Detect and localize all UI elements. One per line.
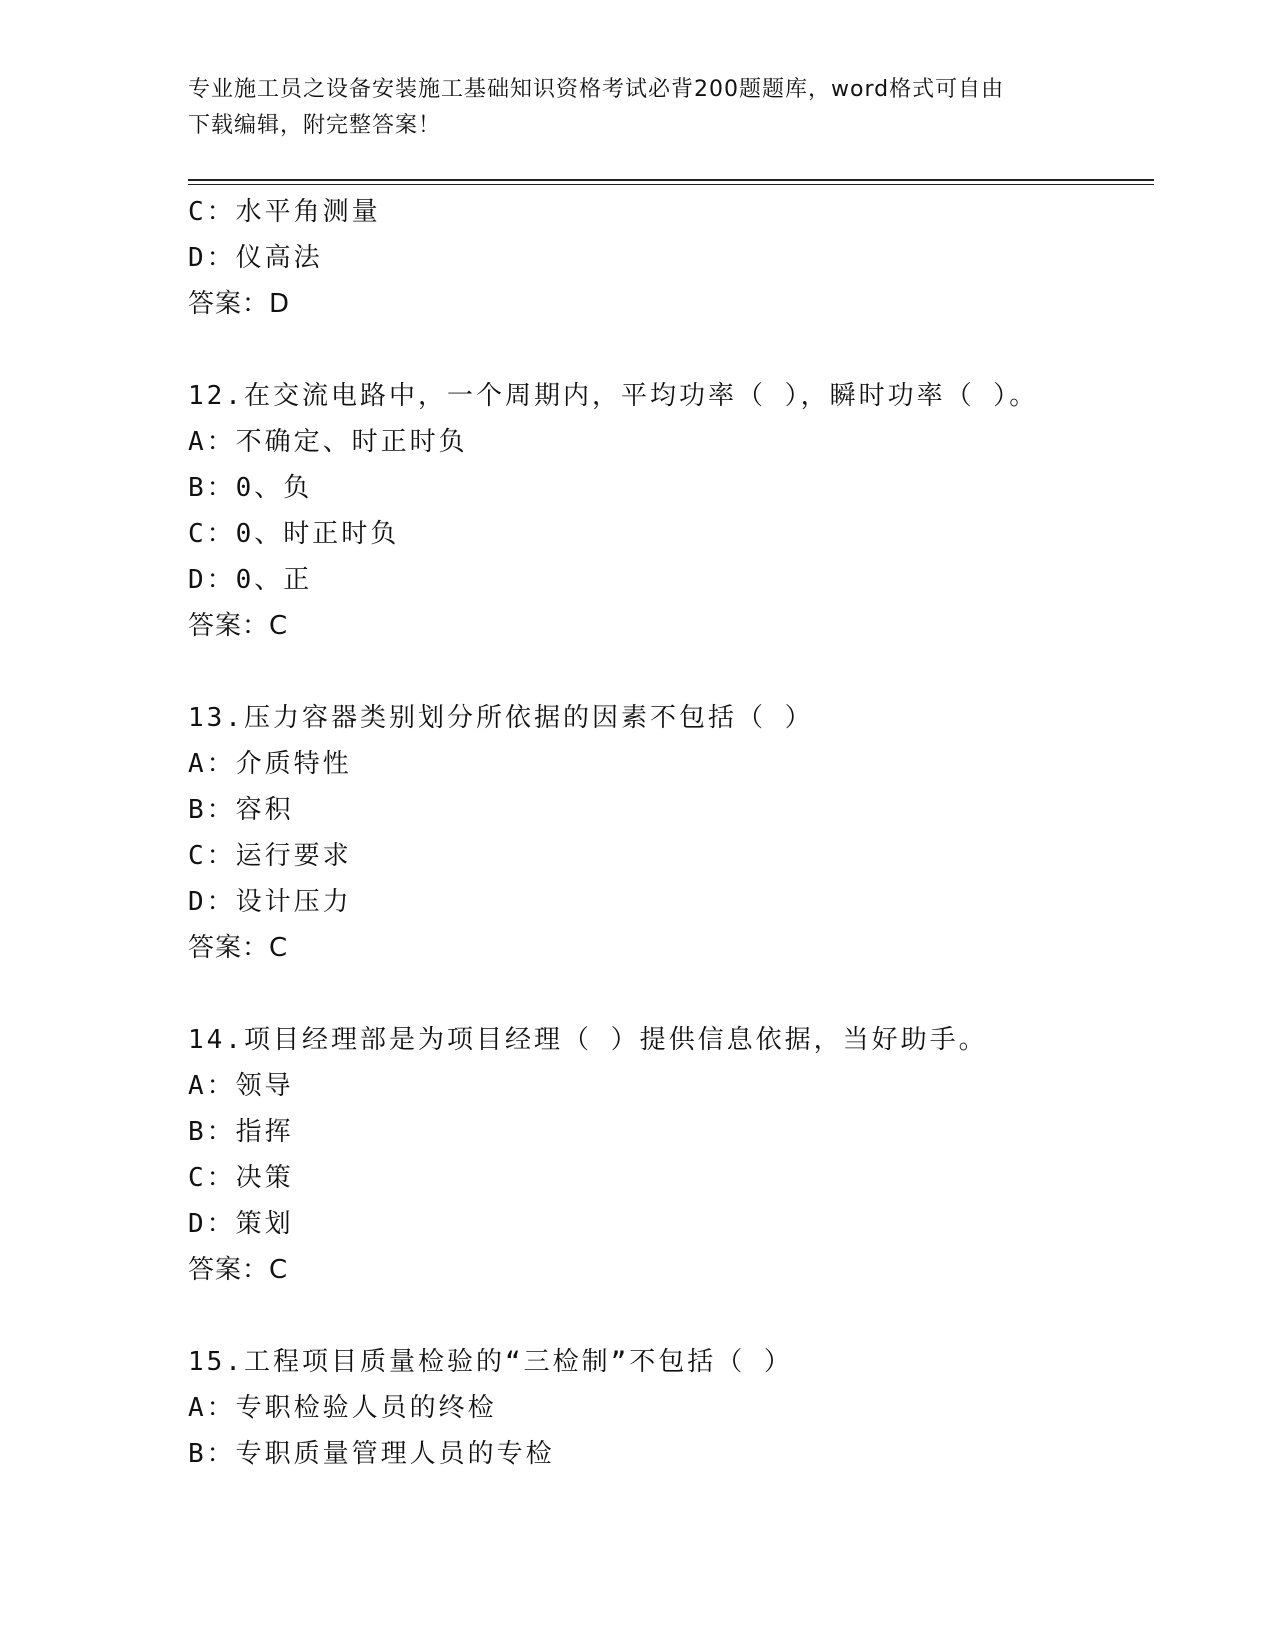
- spacer: [188, 1293, 1148, 1339]
- document-header: [188, 72, 1068, 144]
- option-d: D：0、正: [188, 565, 313, 595]
- question-12: [188, 373, 1148, 649]
- question-15: [188, 1339, 1148, 1477]
- spacer: [188, 649, 1148, 695]
- question-content: [188, 189, 1148, 1477]
- option-b: B：专职质量管理人员的专检: [188, 1439, 555, 1469]
- question-13: [188, 695, 1148, 971]
- answer: 答案：C: [188, 611, 289, 641]
- spacer: [188, 327, 1148, 373]
- option-b: B：指挥: [188, 1117, 294, 1147]
- option-c: C：水平角测量: [188, 197, 381, 227]
- answer: 答案：D: [188, 289, 291, 319]
- question-stem: 13.压力容器类别划分所依据的因素不包括（ ）: [188, 703, 814, 733]
- option-d: D：仪高法: [188, 243, 323, 273]
- option-c: C：决策: [188, 1163, 294, 1193]
- question-14: [188, 1017, 1148, 1293]
- option-a: A：不确定、时正时负: [188, 427, 468, 457]
- question-stem: 14.项目经理部是为项目经理（ ）提供信息依据，当好助手。: [188, 1025, 988, 1055]
- option-a: A：专职检验人员的终检: [188, 1393, 497, 1423]
- option-b: B：0、负: [188, 473, 313, 503]
- option-b: B：容积: [188, 795, 294, 825]
- question-stem: 15.工程项目质量检验的“三检制”不包括（ ）: [188, 1347, 793, 1377]
- header-rule-thick: [188, 179, 1154, 181]
- answer: 答案：C: [188, 933, 289, 963]
- header-line-2: 下载编辑，附完整答案！: [188, 113, 442, 138]
- spacer: [188, 971, 1148, 1017]
- answer: 答案：C: [188, 1255, 289, 1285]
- option-d: D：设计压力: [188, 887, 352, 917]
- header-line-1: 专业施工员之设备安装施工基础知识资格考试必背200题题库，word格式可自由: [188, 77, 1005, 102]
- header-rule-thin: [188, 184, 1154, 185]
- option-d: D：策划: [188, 1209, 294, 1239]
- option-c: C：0、时正时负: [188, 519, 400, 549]
- question-stem: 12.在交流电路中，一个周期内，平均功率（ ），瞬时功率（ ）。: [188, 381, 1039, 411]
- option-a: A：介质特性: [188, 749, 352, 779]
- option-a: A：领导: [188, 1071, 294, 1101]
- question-11-continued: [188, 189, 1148, 327]
- option-c: C：运行要求: [188, 841, 352, 871]
